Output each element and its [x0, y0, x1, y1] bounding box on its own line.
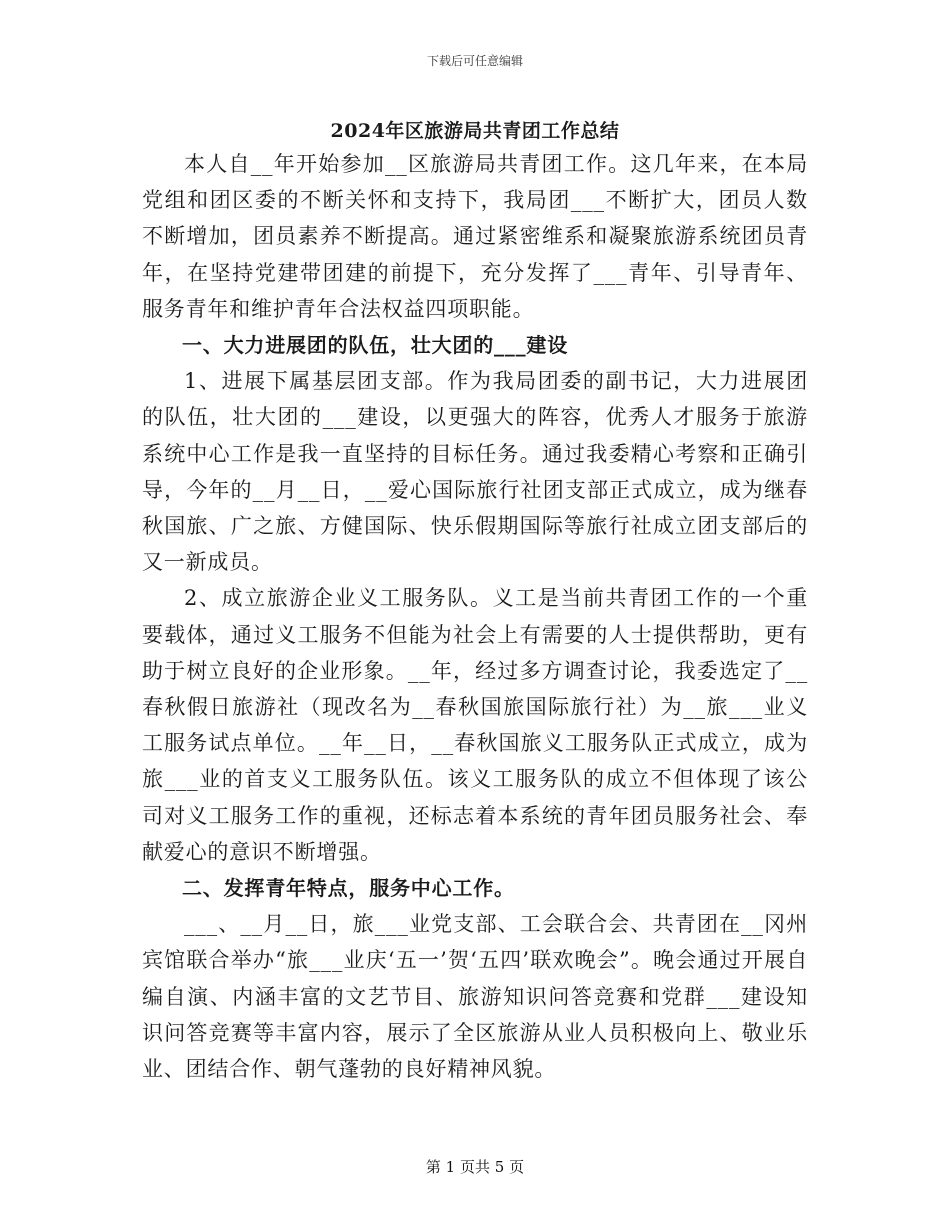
section-2-heading: 二、发挥青年特点，服务中心工作。: [182, 876, 515, 901]
intro-paragraph: 本人自__年开始参加__区旅游局共青团工作。这几年来，在本局党组和团区委的不断关怀和支持下，我局团___不断扩大，团员人数不断增加，团员素养不断提高。通过紧密维系和凝聚旅游系统团员青年，在坚持党建带团建的前提下，充分发挥了___青年、引导青年、服务青年和维护青年合法权益四项职能。: [142, 152, 808, 321]
document-title: 2024年区旅游局共青团工作总结: [330, 120, 620, 142]
page-number: 第 1 页共 5 页: [425, 1158, 525, 1176]
section-2-paragraph-1: ___、__月__日，旅___业党支部、工会联合会、共青团在__冈州宾馆联合举办“旅___业庆‘五一’贺‘五四’联欢晚会”。晚会通过开展自编自演、内涵丰富的文艺节目、旅游知识问答竞赛和党群___建设知识问答竞赛等丰富内容，展示了全区旅游从业人员积极向上、敬业乐业、团结合作、朝气蓬勃的良好精神风貌。: [142, 912, 808, 1082]
section-1-heading: 一、大力进展团的队伍，壮大团的___建设: [182, 333, 568, 358]
section-1-paragraph-2: 2、成立旅游企业义工服务队。义工是当前共青团工作的一个重要载体，通过义工服务不但能为社会上有需要的人士提供帮助，更有助于树立良好的企业形象。__年，经过多方调查讨论，我委选定了__春秋假日旅游社（现改名为__春秋国旅国际旅行社）为__旅___业义工服务试点单位。__年__日，__春秋国旅义工服务队正式成立，成为旅___业的首支义工服务队伍。该义工服务队的成立不但体现了该公司对义工服务工作的重视，还标志着本系统的青年团员服务社会、奉献爱心的意识不断增强。: [142, 586, 808, 864]
page-header-note: 下载后可任意编辑: [426, 54, 523, 68]
section-1-paragraph-1: 1、进展下属基层团支部。作为我局团委的副书记，大力进展团的队伍，壮大团的___建设，以更强大的阵容，优秀人才服务于旅游系统中心工作是我一直坚持的目标任务。通过我委精心考察和正确引导，今年的__月__日，__爱心国际旅行社团支部正式成立，成为继春秋国旅、广之旅、方健国际、快乐假期国际等旅行社成立团支部后的又一新成员。: [142, 369, 808, 575]
document-body: [142, 146, 808, 1087]
